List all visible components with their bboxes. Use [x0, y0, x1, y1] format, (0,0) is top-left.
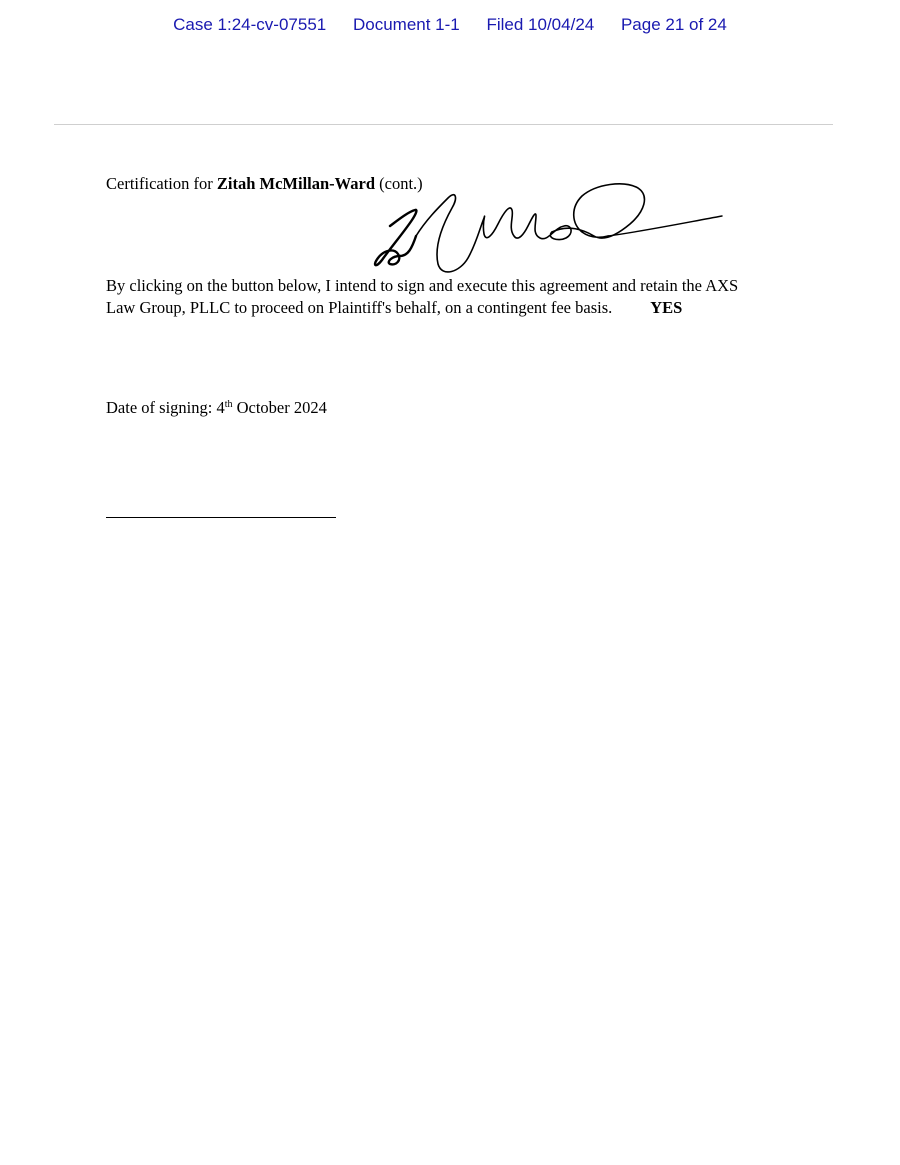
signature-stroke-first	[375, 210, 416, 265]
date-prefix: Date of signing: 4	[106, 398, 225, 417]
court-header	[0, 15, 900, 35]
signature-stroke-middle	[416, 195, 571, 272]
signature-stroke-tail	[608, 216, 722, 236]
certification-prefix: Certification for	[106, 174, 217, 193]
certification-suffix: (cont.)	[375, 174, 423, 193]
date-ordinal: th	[224, 399, 233, 410]
document-number: Document 1-1	[352, 15, 460, 34]
plaintiff-name: Zitah McMillan-Ward	[216, 174, 376, 193]
agreement-line-2-wrap	[106, 297, 796, 319]
signature-image	[368, 180, 728, 280]
agreement-paragraph	[106, 275, 796, 319]
header-divider	[54, 124, 833, 125]
page-number: Page 21 of 24	[620, 15, 727, 34]
filed-date: Filed 10/04/24	[486, 15, 595, 34]
case-number: Case 1:24-cv-07551	[173, 15, 327, 34]
yes-answer: YES	[650, 298, 683, 317]
agreement-line-1: By clicking on the button below, I intend to sign and execute this agreement and retain the AXS	[106, 276, 739, 295]
date-suffix: October 2024	[232, 398, 327, 417]
agreement-line-2: Law Group, PLLC to proceed on Plaintiff's behalf, on a contingent fee basis.	[106, 298, 613, 317]
signature-stroke-loop	[552, 184, 644, 238]
signature-line	[106, 517, 336, 518]
signing-date	[106, 398, 327, 418]
